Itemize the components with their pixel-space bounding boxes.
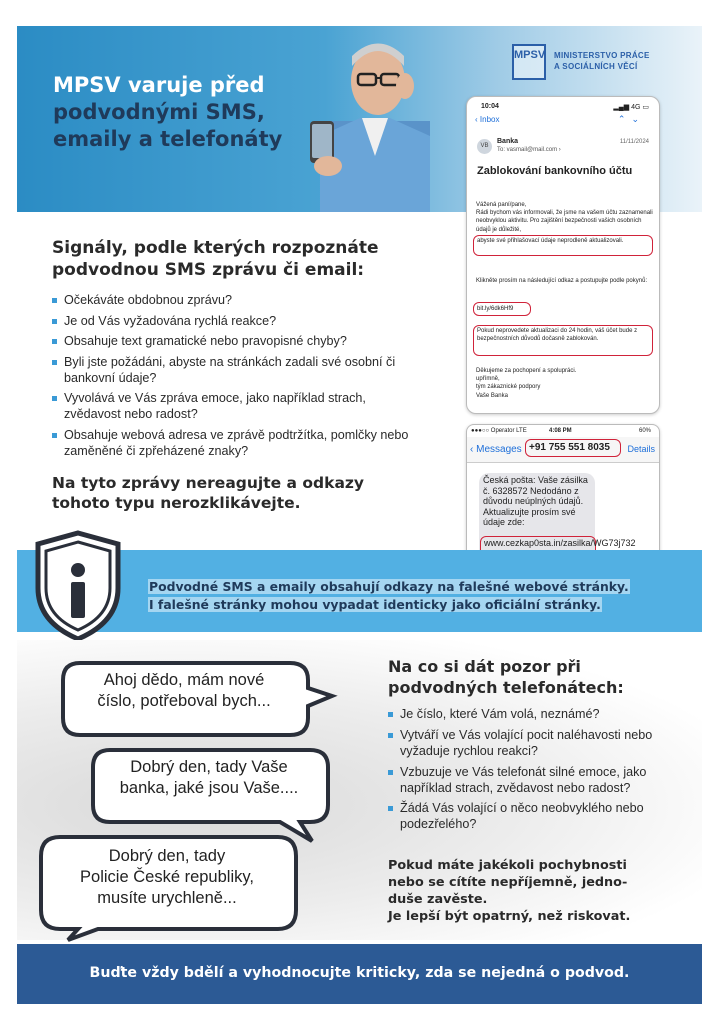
- email-instruction: Klikněte prosím na následující odkaz a postupujte podle pokynů:: [476, 278, 648, 284]
- info-line-text: I falešné stránky mohou vypadat identicky jako oficiální stránky.: [149, 597, 601, 612]
- info-line: [148, 596, 698, 614]
- email-greeting: Vážená paní/pane,: [476, 202, 527, 208]
- info-shield-icon: [35, 530, 121, 642]
- logo-text-line: A SOCIÁLNÍCH VĚCÍ: [554, 62, 638, 71]
- sms-suspicious-link[interactable]: www.cezkap0sta.in/zasilka/WG73j732: [480, 536, 596, 562]
- logo-mark: MPSV: [512, 44, 546, 80]
- email-time: 10:04: [481, 103, 499, 110]
- list-item-text: Vyvolává ve Vás zpráva emoce, jako například strach, zvědavost nebo radost?: [64, 391, 366, 421]
- sms-time: 4:08 PM: [549, 428, 572, 434]
- page-title: [53, 72, 343, 153]
- nav-arrows-icon[interactable]: ⌃⌄: [617, 114, 645, 124]
- list-item-text: Očekáváte obdobnou zprávu?: [64, 293, 233, 307]
- bullet-icon: [52, 298, 57, 303]
- battery-label: 60%: [638, 428, 651, 434]
- bullet-icon: [52, 360, 57, 365]
- highlight-credentials: abyste své přihlašovací údaje neprodleně aktualizovali.: [473, 235, 653, 256]
- title-line: podvodnými SMS,: [53, 100, 265, 124]
- list-item-text: Je číslo, které Vám volá, neznámé?: [400, 707, 600, 721]
- quote-bank: [96, 757, 322, 799]
- email-closing: [476, 367, 651, 400]
- bullet-icon: [52, 339, 57, 344]
- list-item: [52, 390, 412, 422]
- title-line: MPSV varuje před: [53, 73, 265, 97]
- list-item: [52, 333, 412, 349]
- details-link[interactable]: Details: [627, 444, 655, 454]
- closing-line: upřímně,: [476, 376, 500, 383]
- quote-police: [44, 846, 290, 909]
- heading-line: podvodných telefonátech:: [388, 678, 624, 697]
- email-sender: Banka: [497, 138, 519, 145]
- highlight-threat: Pokud neprovedete aktualizaci do 24 hodin, váš účet bude z bezpečnostních důvodů dočasně zablokován.: [473, 325, 653, 356]
- advice-line: duše zavěste.: [388, 892, 488, 907]
- bullet-icon: [388, 712, 393, 717]
- info-line-text: Podvodné SMS a emaily obsahují odkazy na falešné webové stránky.: [149, 579, 629, 594]
- signals-list: [52, 292, 412, 463]
- list-item: [52, 427, 412, 459]
- warning-line: Na tyto zprávy nereagujte a odkazy: [52, 474, 365, 492]
- list-item-text: Je od Vás vyžadována rychlá reakce?: [64, 313, 277, 328]
- quote-line: Policie České republiky,: [80, 868, 254, 886]
- list-item-text: Vytváří ve Vás volající pocit naléhavosti nebo vyžaduje rychlou reakci?: [400, 727, 653, 758]
- list-item-text: Obsahuje text gramatické nebo pravopisné chyby?: [64, 334, 347, 348]
- quote-grandpa: [66, 670, 302, 712]
- list-item: [52, 292, 412, 308]
- email-status-bar: [481, 103, 651, 110]
- messages-back-link[interactable]: ‹ Messages: [470, 444, 522, 455]
- quote-line: Dobrý den, tady Vaše: [130, 758, 288, 776]
- email-recipient: To: vasmail@mail.com ›: [497, 147, 561, 153]
- bullet-icon: [52, 319, 57, 324]
- bullet-icon: [388, 770, 393, 775]
- list-item-text: Byli jste požádáni, abyste na stránkách zadali své osobní či bankovní údaje?: [64, 354, 396, 385]
- sms-nav-bar: [467, 437, 659, 463]
- logo-text: [554, 50, 650, 72]
- calls-list: [388, 706, 693, 837]
- list-item: [52, 354, 412, 386]
- sender-avatar: VB: [477, 139, 492, 154]
- bullet-icon: [388, 733, 393, 738]
- sms-status-bar: [471, 428, 655, 434]
- logo-text-line: MINISTERSTVO PRÁCE: [554, 51, 650, 60]
- list-item-text: Žádá Vás volající o něco neobvyklého nebo podezřelého?: [400, 801, 644, 832]
- operator-label: ●●●○○ Operator LTE: [471, 428, 527, 434]
- inbox-label: Inbox: [479, 115, 500, 124]
- quote-line: číslo, potřeboval bych...: [97, 692, 271, 710]
- footer-text: Buďte vždy bdělí a vyhodnocujte kriticky, zda se nejedná o podvod.: [89, 965, 630, 981]
- list-item: [388, 706, 693, 722]
- signal-indicator: ▂▄▆ 4G ▭: [613, 104, 649, 111]
- sender-number: +91 755 551 8035: [525, 439, 621, 457]
- advice-line: nebo se cítíte nepříjemně, jedno-: [388, 875, 628, 890]
- mpsv-logo: [512, 44, 692, 84]
- list-item-text: Obsahuje webová adresa ve zprávě podtržítka, pomlčky nebo zaměněné či zpřeházené znaky?: [64, 427, 409, 458]
- list-item: [388, 800, 693, 832]
- signals-heading: [52, 237, 412, 281]
- bullet-icon: [388, 806, 393, 811]
- closing-line: tým zákaznické podpory: [476, 384, 541, 391]
- quote-line: Dobrý den, tady: [108, 847, 226, 865]
- calls-heading: [388, 656, 688, 698]
- heading-line: podvodnou SMS zprávu či email:: [52, 260, 365, 280]
- bullet-icon: [52, 396, 57, 401]
- title-line: emaily a telefonáty: [53, 127, 283, 151]
- calls-advice: [388, 857, 693, 925]
- closing-line: Vaše Banka: [476, 392, 508, 399]
- quote-line: banka, jaké jsou Vaše....: [119, 779, 299, 797]
- sms-phone-mockup: [466, 424, 660, 570]
- messages-label: Messages: [476, 444, 522, 455]
- recipient-text: To: vasmail@mail.com: [497, 147, 558, 153]
- email-phone-mockup: [466, 96, 660, 414]
- sms-message: Česká pošta: Vaše zásilka č. 6328572 Nedodáno z důvodu neúplných údajů. Aktualizujte prosím své údaje zde:: [483, 475, 588, 527]
- heading-line: Signály, podle kterých rozpoznáte: [52, 238, 379, 258]
- email-intro: [476, 201, 656, 234]
- info-band-text: [148, 578, 698, 614]
- list-item: [52, 313, 412, 329]
- list-item-text: Vzbuzuje ve Vás telefonát silné emoce, jako například strach, zvědavost nebo radost?: [400, 764, 647, 795]
- advice-line: Je lepší být opatrný, než riskovat.: [388, 909, 631, 924]
- list-item: [388, 764, 693, 796]
- suspicious-link[interactable]: bit.ly/6dk6Hf9: [473, 302, 531, 316]
- email-subject: Zablokování bankovního účtu: [477, 165, 633, 177]
- list-item: [388, 727, 693, 759]
- email-date: 11/11/2024: [619, 139, 649, 145]
- closing-line: Děkujeme za pochopení a spolupráci.: [476, 368, 577, 374]
- info-line: [148, 578, 698, 596]
- inbox-back-link[interactable]: ‹ Inbox: [475, 115, 500, 124]
- signals-warning: [52, 473, 412, 513]
- advice-line: Pokud máte jakékoli pochybnosti: [388, 858, 627, 873]
- bullet-icon: [52, 433, 57, 438]
- warning-line: tohoto typu nerozklikávejte.: [52, 494, 301, 512]
- network-label: 4G: [631, 104, 641, 111]
- heading-line: Na co si dát pozor při: [388, 657, 581, 676]
- quote-line: musíte urychleně...: [97, 889, 237, 907]
- quote-line: Ahoj dědo, mám nové: [103, 671, 265, 689]
- email-intro-text: Rádi bychom vás informovali, že jsme na vašem účtu zaznamenali neobvyklou aktivitu. Pro zajištění bezpečnosti vašich osobních údajů je důležité,: [476, 210, 653, 233]
